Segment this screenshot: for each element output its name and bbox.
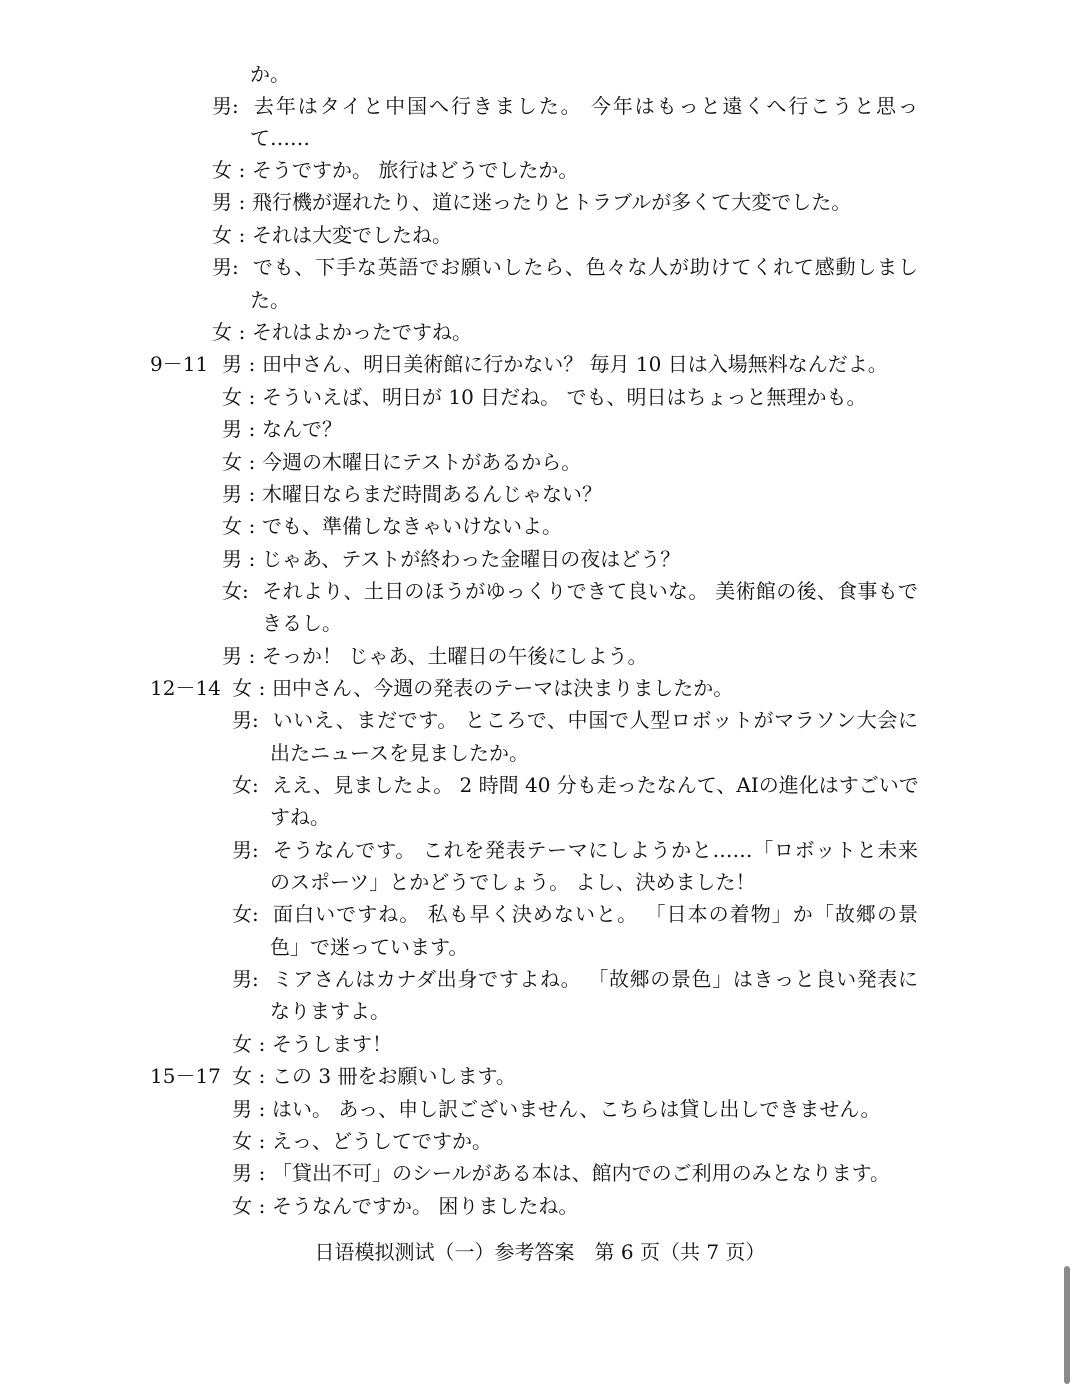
- dialogue-line: [232, 1125, 492, 1157]
- dialogue-line: [222, 348, 888, 380]
- speaker-label: 女: [232, 1194, 252, 1218]
- question-number: 12－14: [150, 676, 221, 700]
- dialogue-line: [262, 607, 342, 639]
- speaker-separator: :: [248, 482, 256, 506]
- line-text: それより、土日のほうがゆっくりできて良いな。 美術館の後、食事もで: [262, 579, 918, 603]
- dialogue-line: [232, 1190, 578, 1222]
- speaker-separator: :: [232, 94, 239, 118]
- speaker-separator: :: [238, 190, 246, 214]
- speaker-separator: :: [258, 676, 266, 700]
- dialogue-line: [232, 1028, 392, 1060]
- line-text: いいえ、まだです。 ところで、中国で人型ロボットがマラソン大会に: [272, 708, 918, 732]
- line-text: すね。: [270, 805, 330, 829]
- speaker-separator: :: [238, 223, 246, 247]
- speaker-separator: :: [248, 352, 256, 376]
- line-text: 飛行機が遅れたり、道に迷ったりとトラブルが多くて大変でした。: [252, 190, 852, 214]
- line-text: そういえば、明日が 10 日だね。 でも、明日はちょっと無理かも。: [262, 385, 867, 409]
- line-text: た。: [250, 288, 290, 312]
- speaker-label: 男: [232, 1161, 252, 1185]
- speaker-label: 男: [222, 482, 242, 506]
- speaker-separator: :: [248, 417, 256, 441]
- dialogue-line: [270, 737, 529, 769]
- speaker-separator: :: [232, 255, 239, 279]
- dialogue-line: [270, 866, 756, 898]
- speaker-separator: :: [252, 902, 259, 926]
- speaker-label: 男: [222, 644, 242, 668]
- speaker-separator: :: [238, 158, 246, 182]
- line-text: のスポーツ」とかどうでしょう。 よし、決めました！: [270, 870, 756, 894]
- line-text: か。: [250, 62, 290, 86]
- line-text: えっ、どうしてですか。: [272, 1129, 492, 1153]
- dialogue-line: [270, 931, 468, 963]
- speaker-separator: :: [248, 450, 256, 474]
- line-text: 「貸出不可」のシールがある本は、館内でのご利用のみとなります。: [272, 1161, 890, 1185]
- line-text: 田中さん、今週の発表のテーマは決まりましたか。: [272, 676, 734, 700]
- dialogue-line: [270, 995, 390, 1027]
- speaker-separator: :: [258, 1097, 266, 1121]
- dialogue-line: [232, 769, 918, 801]
- speaker-separator: :: [248, 547, 256, 571]
- line-text: 木曜日ならまだ時間あるんじゃない？: [262, 482, 602, 506]
- scrollbar-thumb[interactable]: [1064, 1266, 1070, 1384]
- speaker-label: 女: [232, 1129, 252, 1153]
- speaker-separator: :: [252, 708, 259, 732]
- speaker-label: 男: [232, 838, 252, 862]
- line-text: でも、準備しなきゃいけないよ。: [262, 514, 562, 538]
- line-text: 面白いですね。 私も早く決めないと。 「日本の着物」か「故郷の景: [272, 902, 918, 926]
- line-text: 今週の木曜日にテストがあるから。: [262, 450, 582, 474]
- dialogue-line: [232, 898, 918, 930]
- speaker-label: 女: [222, 450, 242, 474]
- dialogue-line: [222, 381, 867, 413]
- line-text: じゃあ、テストが終わった金曜日の夜はどう？: [262, 547, 681, 571]
- dialogue-line: [232, 963, 918, 995]
- speaker-separator: :: [238, 320, 246, 344]
- dialogue-line: [212, 154, 578, 186]
- speaker-label: 女: [222, 385, 242, 409]
- speaker-separator: :: [258, 1032, 266, 1056]
- dialogue-line: [232, 672, 733, 704]
- speaker-separator: :: [248, 514, 256, 538]
- speaker-label: 女: [232, 902, 252, 926]
- speaker-label: 男: [232, 708, 252, 732]
- dialogue-line: [212, 316, 472, 348]
- dialogue-line: [212, 90, 918, 122]
- speaker-separator: :: [252, 967, 259, 991]
- dialogue-line: [222, 575, 918, 607]
- line-text: この 3 冊をお願いします。: [272, 1064, 516, 1088]
- line-text: 色」で迷っています。: [270, 935, 469, 959]
- speaker-label: 男: [212, 190, 232, 214]
- dialogue-line: [222, 478, 602, 510]
- line-text: それはよかったですね。: [252, 320, 472, 344]
- speaker-label: 女: [232, 773, 252, 797]
- line-text: そうなんです。 これを発表テーマにしようかと……「ロボットと未来: [272, 838, 918, 862]
- speaker-separator: :: [248, 385, 256, 409]
- speaker-separator: :: [242, 579, 249, 603]
- dialogue-line: [212, 251, 918, 283]
- speaker-separator: :: [258, 1194, 266, 1218]
- line-text: 去年はタイと中国へ行きました。 今年はもっと遠くへ行こうと思っ: [252, 94, 918, 118]
- speaker-label: 女: [212, 223, 232, 247]
- speaker-separator: :: [252, 838, 259, 862]
- dialogue-line: [222, 640, 648, 672]
- speaker-separator: :: [258, 1129, 266, 1153]
- line-text: そうします！: [272, 1032, 392, 1056]
- speaker-label: 男: [222, 352, 242, 376]
- speaker-label: 女: [232, 1064, 252, 1088]
- speaker-separator: :: [258, 1161, 266, 1185]
- speaker-label: 女: [232, 676, 252, 700]
- question-number: 9－11: [150, 352, 209, 376]
- line-text: なんで？: [262, 417, 342, 441]
- dialogue-line: [232, 1060, 516, 1092]
- speaker-label: 女: [222, 579, 242, 603]
- line-text: そっか！ じゃあ、土曜日の午後にしよう。: [262, 644, 648, 668]
- speaker-label: 男: [232, 967, 252, 991]
- line-text: きるし。: [262, 611, 342, 635]
- dialogue-line: [250, 58, 290, 90]
- line-text: でも、下手な英語でお願いしたら、色々な人が助けてくれて感動しまし: [252, 255, 918, 279]
- speaker-separator: :: [248, 644, 256, 668]
- speaker-label: 女: [212, 158, 232, 182]
- question-number: 15－17: [150, 1064, 221, 1088]
- dialogue-line: [212, 186, 851, 218]
- line-text: それは大変でしたね。: [252, 223, 452, 247]
- dialogue-line: [232, 704, 918, 736]
- line-text: て……: [250, 126, 310, 150]
- dialogue-line: [250, 284, 290, 316]
- page-footer: 日语模拟测试（一）参考答案 第 6 页（共 7 页）: [314, 1240, 766, 1264]
- dialogue-line: [212, 219, 452, 251]
- line-text: 出たニュースを見ましたか。: [270, 741, 529, 765]
- dialogue-line: [232, 1157, 890, 1189]
- line-text: ええ、見ましたよ。 2 時間 40 分も走ったなんて、AIの進化はすごいで: [272, 773, 919, 797]
- speaker-separator: :: [252, 773, 259, 797]
- speaker-label: 女: [212, 320, 232, 344]
- dialogue-line: [222, 446, 581, 478]
- line-text: はい。 あっ、申し訳ございません、こちらは貸し出しできません。: [272, 1097, 881, 1121]
- speaker-label: 女: [222, 514, 242, 538]
- speaker-label: 男: [222, 547, 242, 571]
- speaker-label: 男: [212, 255, 232, 279]
- line-text: なりますよ。: [270, 999, 390, 1023]
- speaker-label: 男: [222, 417, 242, 441]
- speaker-label: 男: [212, 94, 232, 118]
- dialogue-line: [222, 510, 562, 542]
- dialogue-line: [270, 801, 330, 833]
- line-text: ミアさんはカナダ出身ですよね。 「故郷の景色」はきっと良い発表に: [272, 967, 918, 991]
- line-text: そうですか。 旅行はどうでしたか。: [252, 158, 579, 182]
- speaker-label: 男: [232, 1097, 252, 1121]
- dialogue-line: [222, 413, 342, 445]
- speaker-label: 女: [232, 1032, 252, 1056]
- line-text: 田中さん、明日美術館に行かない？ 毎月 10 日は入場無料なんだよ。: [262, 352, 888, 376]
- dialogue-line: [232, 1093, 881, 1125]
- dialogue-line: [222, 543, 680, 575]
- line-text: そうなんですか。 困りましたね。: [272, 1194, 579, 1218]
- dialogue-line: [232, 834, 918, 866]
- speaker-separator: :: [258, 1064, 266, 1088]
- dialogue-line: [250, 122, 310, 154]
